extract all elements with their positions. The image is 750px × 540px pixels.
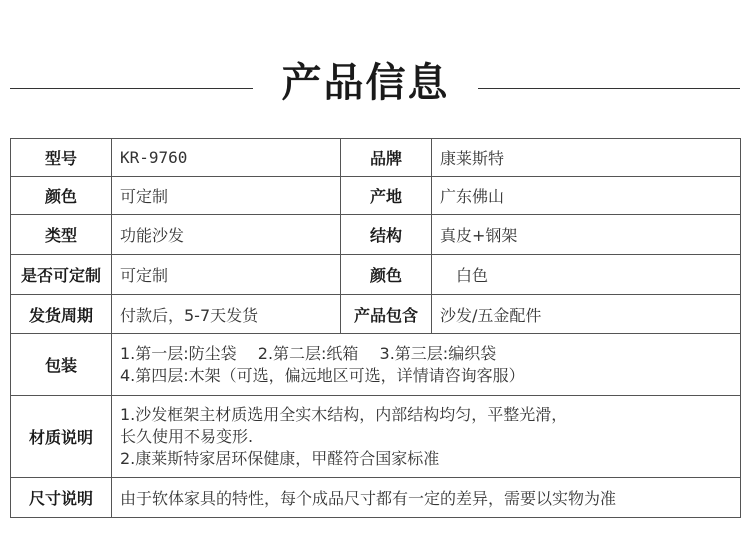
packing-line-1 [120, 343, 740, 365]
packing-layer-1: 1.第一层:防尘袋 [120, 343, 237, 363]
value-includes: 沙发/五金配件 [432, 295, 741, 334]
table-row [11, 396, 741, 478]
label-packing: 包装 [11, 334, 112, 396]
value-packing [112, 334, 741, 396]
material-line-1: 1.沙发框架主材质选用全实木结构，内部结构均匀，平整光滑， [120, 404, 568, 424]
value-type: 功能沙发 [112, 215, 341, 255]
product-info-table [10, 138, 741, 518]
table-row [11, 334, 741, 396]
value-model: KR-9760 [112, 139, 341, 177]
packing-layer-2: 2.第二层:纸箱 [257, 343, 359, 363]
divider-right [478, 88, 740, 89]
page-title: 产品信息 [281, 59, 450, 106]
table-row [11, 215, 741, 255]
value-color-2: 白色 [432, 255, 741, 295]
value-brand: 康莱斯特 [432, 139, 741, 177]
label-customizable: 是否可定制 [11, 255, 112, 295]
table-row [11, 255, 741, 295]
value-color: 可定制 [112, 177, 341, 215]
divider-left [10, 88, 253, 89]
section-header [0, 0, 750, 130]
label-origin: 产地 [341, 177, 432, 215]
value-structure: 真皮+钢架 [432, 215, 741, 255]
packing-line-2: 4.第四层:木架（可选，偏远地区可选，详情请咨询客服） [120, 365, 525, 385]
label-model: 型号 [11, 139, 112, 177]
packing-layer-3: 3.第三层:编织袋 [379, 343, 497, 363]
material-line-3: 2.康莱斯特家居环保健康，甲醛符合国家标准 [120, 448, 440, 468]
label-type: 类型 [11, 215, 112, 255]
table-row [11, 139, 741, 177]
table-row [11, 478, 741, 518]
label-brand: 品牌 [341, 139, 432, 177]
label-structure: 结构 [341, 215, 432, 255]
label-color-2: 颜色 [341, 255, 432, 295]
label-shipping: 发货周期 [11, 295, 112, 334]
table-row [11, 177, 741, 215]
value-material [112, 396, 741, 478]
label-color: 颜色 [11, 177, 112, 215]
label-includes: 产品包含 [341, 295, 432, 334]
value-size: 由于软体家具的特性，每个成品尺寸都有一定的差异，需要以实物为准 [112, 478, 741, 518]
value-customizable: 可定制 [112, 255, 341, 295]
material-line-2: 长久使用不易变形. [120, 426, 254, 446]
label-material: 材质说明 [11, 396, 112, 478]
value-shipping: 付款后，5-7天发货 [112, 295, 341, 334]
table-row [11, 295, 741, 334]
label-size: 尺寸说明 [11, 478, 112, 518]
value-origin: 广东佛山 [432, 177, 741, 215]
